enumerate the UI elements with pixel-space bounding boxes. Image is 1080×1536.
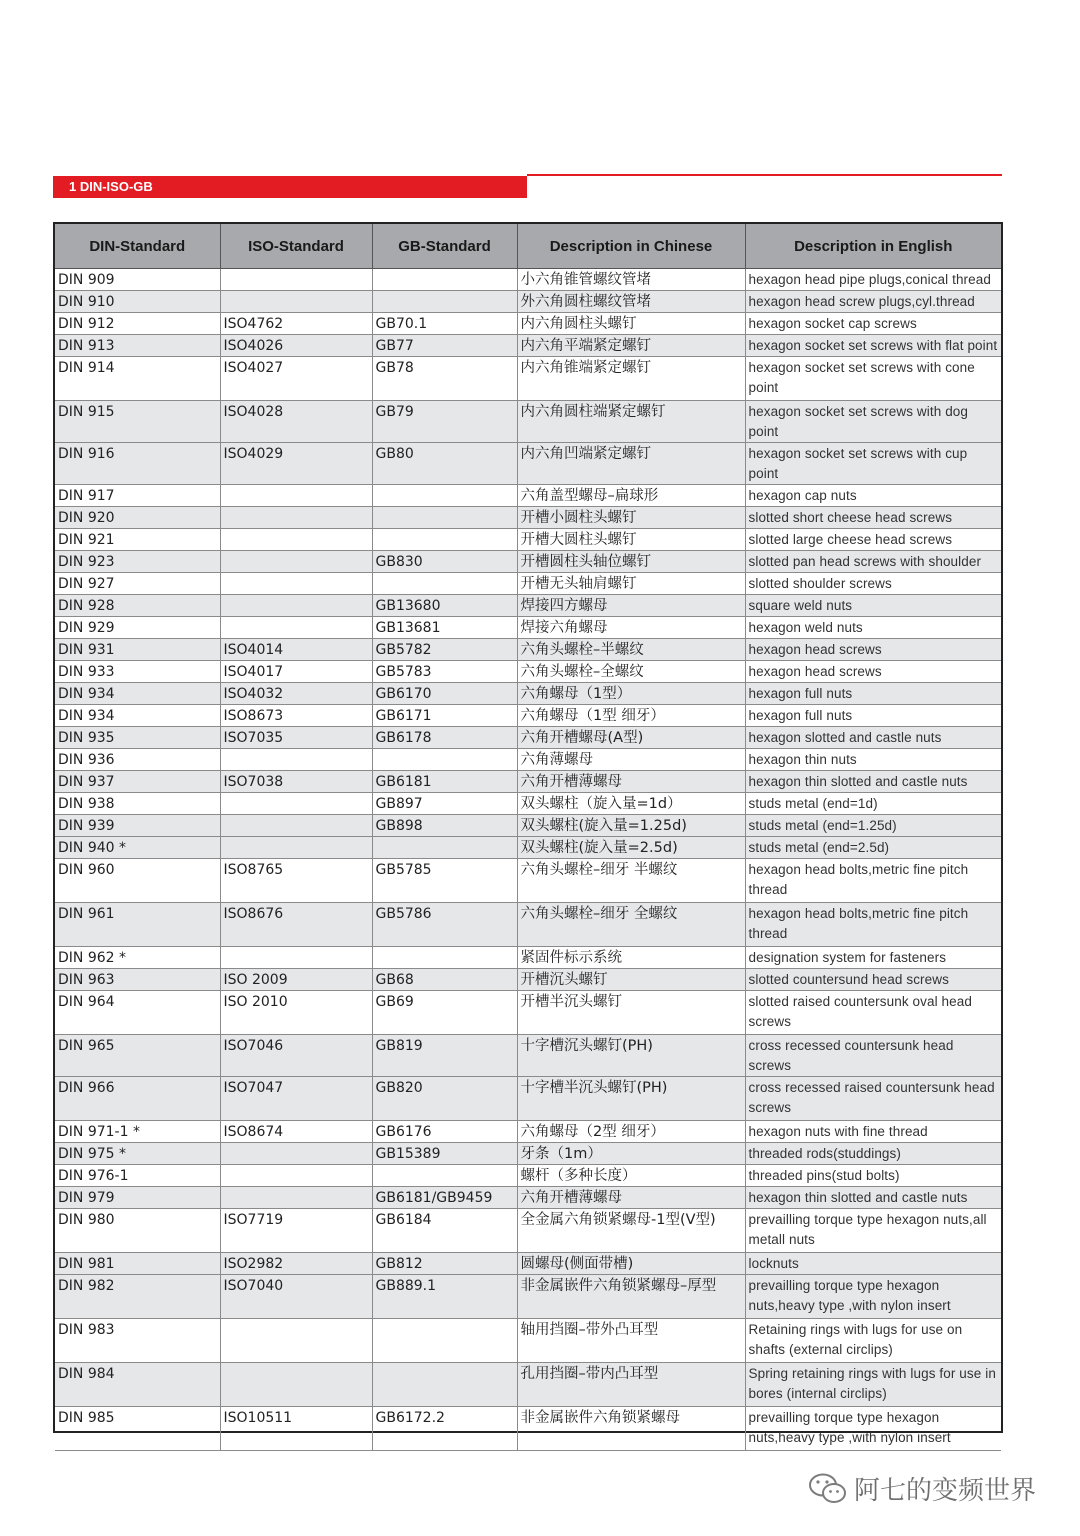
description-chinese-cell: 十字槽半沉头螺钉(PH) bbox=[517, 1077, 745, 1121]
din-cell: DIN 921 bbox=[55, 529, 220, 551]
description-chinese-cell: 六角盖型螺母–扁球形 bbox=[517, 485, 745, 507]
table-row bbox=[55, 859, 1001, 903]
table-row bbox=[55, 507, 1001, 529]
description-english-cell: Retaining rings with lugs for use on shafts (external circlips) bbox=[745, 1319, 1001, 1363]
iso-cell: ISO 2010 bbox=[220, 991, 372, 1035]
table-row bbox=[55, 1035, 1001, 1077]
description-chinese-cell: 十字槽沉头螺钉(PH) bbox=[517, 1035, 745, 1077]
section-header-bar bbox=[53, 176, 527, 198]
table-row bbox=[55, 639, 1001, 661]
din-cell: DIN 971-1 * bbox=[55, 1121, 220, 1143]
table-row bbox=[55, 357, 1001, 401]
gb-cell: GB5785 bbox=[372, 859, 517, 903]
gb-cell bbox=[372, 269, 517, 291]
iso-cell: ISO4017 bbox=[220, 661, 372, 683]
table-row bbox=[55, 727, 1001, 749]
description-english-cell: prevailling torque type hexagon nuts,heavy type ,with nylon insert bbox=[745, 1407, 1001, 1451]
table-row bbox=[55, 837, 1001, 859]
description-chinese-cell: 六角头螺栓–细牙 全螺纹 bbox=[517, 903, 745, 947]
gb-cell: GB78 bbox=[372, 357, 517, 401]
gb-cell bbox=[372, 749, 517, 771]
din-cell: DIN 960 bbox=[55, 859, 220, 903]
din-cell: DIN 931 bbox=[55, 639, 220, 661]
table-row bbox=[55, 661, 1001, 683]
iso-cell: ISO7047 bbox=[220, 1077, 372, 1121]
gb-cell: GB6176 bbox=[372, 1121, 517, 1143]
gb-cell: GB6181 bbox=[372, 771, 517, 793]
iso-cell: ISO8765 bbox=[220, 859, 372, 903]
gb-cell bbox=[372, 1319, 517, 1363]
iso-cell: ISO7046 bbox=[220, 1035, 372, 1077]
table-row bbox=[55, 991, 1001, 1035]
din-cell: DIN 965 bbox=[55, 1035, 220, 1077]
iso-cell bbox=[220, 573, 372, 595]
description-english-cell: locknuts bbox=[745, 1253, 1001, 1275]
description-chinese-cell: 双头螺柱(旋入量=1.25d) bbox=[517, 815, 745, 837]
col-din-standard: DIN-Standard bbox=[55, 224, 220, 269]
description-english-cell: hexagon thin nuts bbox=[745, 749, 1001, 771]
description-english-cell: hexagon thin slotted and castle nuts bbox=[745, 1187, 1001, 1209]
table-row bbox=[55, 903, 1001, 947]
din-cell: DIN 981 bbox=[55, 1253, 220, 1275]
din-cell: DIN 966 bbox=[55, 1077, 220, 1121]
table-row bbox=[55, 401, 1001, 443]
description-english-cell: hexagon socket cap screws bbox=[745, 313, 1001, 335]
iso-cell: ISO4032 bbox=[220, 683, 372, 705]
iso-cell bbox=[220, 595, 372, 617]
gb-cell bbox=[372, 291, 517, 313]
din-cell: DIN 937 bbox=[55, 771, 220, 793]
table-row bbox=[55, 815, 1001, 837]
description-english-cell: hexagon slotted and castle nuts bbox=[745, 727, 1001, 749]
table-row bbox=[55, 1165, 1001, 1187]
din-cell: DIN 909 bbox=[55, 269, 220, 291]
iso-cell: ISO4027 bbox=[220, 357, 372, 401]
din-cell: DIN 917 bbox=[55, 485, 220, 507]
gb-cell: GB830 bbox=[372, 551, 517, 573]
description-english-cell: cross recessed raised countersunk head screws bbox=[745, 1077, 1001, 1121]
description-chinese-cell: 孔用挡圈–带内凸耳型 bbox=[517, 1363, 745, 1407]
table-row bbox=[55, 1363, 1001, 1407]
description-chinese-cell: 开槽圆柱头轴位螺钉 bbox=[517, 551, 745, 573]
gb-cell: GB6184 bbox=[372, 1209, 517, 1253]
description-chinese-cell: 焊接六角螺母 bbox=[517, 617, 745, 639]
din-cell: DIN 934 bbox=[55, 683, 220, 705]
description-chinese-cell: 圆螺母(侧面带槽) bbox=[517, 1253, 745, 1275]
iso-cell: ISO4014 bbox=[220, 639, 372, 661]
gb-cell: GB6171 bbox=[372, 705, 517, 727]
description-chinese-cell: 开槽小圆柱头螺钉 bbox=[517, 507, 745, 529]
table-row bbox=[55, 771, 1001, 793]
description-english-cell: hexagon cap nuts bbox=[745, 485, 1001, 507]
description-chinese-cell: 内六角锥端紧定螺钉 bbox=[517, 357, 745, 401]
iso-cell: ISO10511 bbox=[220, 1407, 372, 1451]
gb-cell bbox=[372, 947, 517, 969]
table-row bbox=[55, 1121, 1001, 1143]
iso-cell bbox=[220, 507, 372, 529]
description-chinese-cell: 外六角圆柱螺纹管堵 bbox=[517, 291, 745, 313]
iso-cell: ISO4026 bbox=[220, 335, 372, 357]
gb-cell: GB80 bbox=[372, 443, 517, 485]
iso-cell bbox=[220, 291, 372, 313]
description-english-cell: hexagon full nuts bbox=[745, 705, 1001, 727]
description-chinese-cell: 全金属六角锁紧螺母-1型(V型) bbox=[517, 1209, 745, 1253]
description-english-cell: hexagon socket set screws with dog point bbox=[745, 401, 1001, 443]
description-english-cell: hexagon nuts with fine thread bbox=[745, 1121, 1001, 1143]
table-row bbox=[55, 1319, 1001, 1363]
din-cell: DIN 961 bbox=[55, 903, 220, 947]
description-english-cell: slotted large cheese head screws bbox=[745, 529, 1001, 551]
table-row bbox=[55, 335, 1001, 357]
iso-cell bbox=[220, 815, 372, 837]
gb-cell: GB889.1 bbox=[372, 1275, 517, 1319]
din-cell: DIN 934 bbox=[55, 705, 220, 727]
description-english-cell: prevailling torque type hexagon nuts,all metall nuts bbox=[745, 1209, 1001, 1253]
din-cell: DIN 976-1 bbox=[55, 1165, 220, 1187]
description-chinese-cell: 开槽沉头螺钉 bbox=[517, 969, 745, 991]
description-chinese-cell: 螺杆（多种长度） bbox=[517, 1165, 745, 1187]
din-cell: DIN 980 bbox=[55, 1209, 220, 1253]
din-cell: DIN 912 bbox=[55, 313, 220, 335]
section-rule bbox=[527, 174, 1002, 176]
description-english-cell: slotted countersund head screws bbox=[745, 969, 1001, 991]
description-chinese-cell: 六角螺母（2型 细牙） bbox=[517, 1121, 745, 1143]
description-chinese-cell: 内六角圆柱端紧定螺钉 bbox=[517, 401, 745, 443]
iso-cell bbox=[220, 485, 372, 507]
gb-cell: GB820 bbox=[372, 1077, 517, 1121]
iso-cell: ISO4029 bbox=[220, 443, 372, 485]
wechat-icon bbox=[808, 1472, 848, 1506]
iso-cell bbox=[220, 617, 372, 639]
description-english-cell: hexagon head bolts,metric fine pitch thread bbox=[745, 859, 1001, 903]
col-gb-standard: GB-Standard bbox=[372, 224, 517, 269]
table-row bbox=[55, 1209, 1001, 1253]
din-cell: DIN 975 * bbox=[55, 1143, 220, 1165]
gb-cell bbox=[372, 1165, 517, 1187]
col-description-english: Description in English bbox=[745, 224, 1001, 269]
iso-cell bbox=[220, 1143, 372, 1165]
iso-cell: ISO8676 bbox=[220, 903, 372, 947]
description-english-cell: square weld nuts bbox=[745, 595, 1001, 617]
description-chinese-cell: 开槽大圆柱头螺钉 bbox=[517, 529, 745, 551]
gb-cell: GB898 bbox=[372, 815, 517, 837]
din-cell: DIN 963 bbox=[55, 969, 220, 991]
description-chinese-cell: 六角开槽薄螺母 bbox=[517, 1187, 745, 1209]
gb-cell: GB13680 bbox=[372, 595, 517, 617]
table-row bbox=[55, 683, 1001, 705]
col-iso-standard: ISO-Standard bbox=[220, 224, 372, 269]
description-chinese-cell: 开槽无头轴肩螺钉 bbox=[517, 573, 745, 595]
description-chinese-cell: 六角开槽薄螺母 bbox=[517, 771, 745, 793]
din-cell: DIN 938 bbox=[55, 793, 220, 815]
description-english-cell: studs metal (end=1.25d) bbox=[745, 815, 1001, 837]
iso-cell bbox=[220, 1363, 372, 1407]
iso-cell bbox=[220, 1165, 372, 1187]
iso-cell: ISO7719 bbox=[220, 1209, 372, 1253]
gb-cell bbox=[372, 837, 517, 859]
gb-cell: GB5782 bbox=[372, 639, 517, 661]
table-row bbox=[55, 313, 1001, 335]
iso-cell bbox=[220, 837, 372, 859]
table-row bbox=[55, 485, 1001, 507]
din-cell: DIN 928 bbox=[55, 595, 220, 617]
description-chinese-cell: 六角螺母（1型 细牙） bbox=[517, 705, 745, 727]
description-english-cell: studs metal (end=1d) bbox=[745, 793, 1001, 815]
description-english-cell: hexagon head bolts,metric fine pitch thread bbox=[745, 903, 1001, 947]
table-row bbox=[55, 947, 1001, 969]
table-row bbox=[55, 617, 1001, 639]
gb-cell: GB68 bbox=[372, 969, 517, 991]
gb-cell: GB15389 bbox=[372, 1143, 517, 1165]
gb-cell: GB5783 bbox=[372, 661, 517, 683]
gb-cell: GB13681 bbox=[372, 617, 517, 639]
description-chinese-cell: 非金属嵌件六角锁紧螺母 bbox=[517, 1407, 745, 1451]
table-row bbox=[55, 529, 1001, 551]
iso-cell bbox=[220, 1319, 372, 1363]
iso-cell: ISO2982 bbox=[220, 1253, 372, 1275]
col-description-chinese: Description in Chinese bbox=[517, 224, 745, 269]
iso-cell: ISO 2009 bbox=[220, 969, 372, 991]
description-english-cell: threaded rods(studdings) bbox=[745, 1143, 1001, 1165]
description-english-cell: studs metal (end=2.5d) bbox=[745, 837, 1001, 859]
gb-cell: GB897 bbox=[372, 793, 517, 815]
gb-cell: GB812 bbox=[372, 1253, 517, 1275]
din-cell: DIN 913 bbox=[55, 335, 220, 357]
gb-cell: GB6170 bbox=[372, 683, 517, 705]
gb-cell: GB79 bbox=[372, 401, 517, 443]
gb-cell: GB6181/GB9459 bbox=[372, 1187, 517, 1209]
description-english-cell: hexagon socket set screws with flat point bbox=[745, 335, 1001, 357]
table-row bbox=[55, 291, 1001, 313]
table-header-row bbox=[55, 224, 1001, 269]
gb-cell bbox=[372, 485, 517, 507]
description-chinese-cell: 六角头螺栓–半螺纹 bbox=[517, 639, 745, 661]
table-row bbox=[55, 1407, 1001, 1451]
iso-cell bbox=[220, 529, 372, 551]
table-row bbox=[55, 1143, 1001, 1165]
gb-cell bbox=[372, 1363, 517, 1407]
description-chinese-cell: 内六角凹端紧定螺钉 bbox=[517, 443, 745, 485]
din-cell: DIN 927 bbox=[55, 573, 220, 595]
din-cell: DIN 916 bbox=[55, 443, 220, 485]
gb-cell bbox=[372, 573, 517, 595]
table-row bbox=[55, 969, 1001, 991]
description-chinese-cell: 双头螺柱(旋入量=2.5d) bbox=[517, 837, 745, 859]
iso-cell: ISO4762 bbox=[220, 313, 372, 335]
gb-cell: GB819 bbox=[372, 1035, 517, 1077]
iso-cell bbox=[220, 1187, 372, 1209]
iso-cell: ISO8674 bbox=[220, 1121, 372, 1143]
gb-cell: GB6172.2 bbox=[372, 1407, 517, 1451]
din-cell: DIN 929 bbox=[55, 617, 220, 639]
description-chinese-cell: 六角薄螺母 bbox=[517, 749, 745, 771]
iso-cell bbox=[220, 793, 372, 815]
description-chinese-cell: 六角头螺栓–全螺纹 bbox=[517, 661, 745, 683]
description-english-cell: slotted raised countersunk oval head screws bbox=[745, 991, 1001, 1035]
iso-cell: ISO8673 bbox=[220, 705, 372, 727]
description-english-cell: hexagon head pipe plugs,conical thread bbox=[745, 269, 1001, 291]
table-row bbox=[55, 551, 1001, 573]
table-row bbox=[55, 705, 1001, 727]
iso-cell: ISO7035 bbox=[220, 727, 372, 749]
din-cell: DIN 984 bbox=[55, 1363, 220, 1407]
description-chinese-cell: 开槽半沉头螺钉 bbox=[517, 991, 745, 1035]
table-row bbox=[55, 443, 1001, 485]
description-english-cell: Spring retaining rings with lugs for use in bores (internal circlips) bbox=[745, 1363, 1001, 1407]
table-row bbox=[55, 793, 1001, 815]
watermark bbox=[808, 1470, 1036, 1507]
din-cell: DIN 935 bbox=[55, 727, 220, 749]
description-chinese-cell: 紧固件标示系统 bbox=[517, 947, 745, 969]
description-english-cell: cross recessed countersunk head screws bbox=[745, 1035, 1001, 1077]
gb-cell: GB6178 bbox=[372, 727, 517, 749]
iso-cell bbox=[220, 551, 372, 573]
gb-cell: GB69 bbox=[372, 991, 517, 1035]
din-cell: DIN 915 bbox=[55, 401, 220, 443]
description-english-cell: threaded pins(stud bolts) bbox=[745, 1165, 1001, 1187]
din-cell: DIN 985 bbox=[55, 1407, 220, 1451]
description-chinese-cell: 内六角圆柱头螺钉 bbox=[517, 313, 745, 335]
description-english-cell: hexagon head screws bbox=[745, 639, 1001, 661]
din-cell: DIN 936 bbox=[55, 749, 220, 771]
description-english-cell: hexagon socket set screws with cup point bbox=[745, 443, 1001, 485]
description-english-cell: hexagon weld nuts bbox=[745, 617, 1001, 639]
din-cell: DIN 914 bbox=[55, 357, 220, 401]
description-chinese-cell: 非金属嵌件六角锁紧螺母–厚型 bbox=[517, 1275, 745, 1319]
iso-cell bbox=[220, 947, 372, 969]
description-english-cell: slotted short cheese head screws bbox=[745, 507, 1001, 529]
din-cell: DIN 923 bbox=[55, 551, 220, 573]
gb-cell bbox=[372, 507, 517, 529]
din-cell: DIN 983 bbox=[55, 1319, 220, 1363]
description-chinese-cell: 轴用挡圈–带外凸耳型 bbox=[517, 1319, 745, 1363]
description-chinese-cell: 六角头螺栓–细牙 半螺纹 bbox=[517, 859, 745, 903]
din-cell: DIN 920 bbox=[55, 507, 220, 529]
table-row bbox=[55, 1275, 1001, 1319]
din-cell: DIN 964 bbox=[55, 991, 220, 1035]
description-english-cell: hexagon head screw plugs,cyl.thread bbox=[745, 291, 1001, 313]
table-row bbox=[55, 595, 1001, 617]
table-row bbox=[55, 1187, 1001, 1209]
iso-cell: ISO4028 bbox=[220, 401, 372, 443]
iso-cell bbox=[220, 749, 372, 771]
table-row bbox=[55, 749, 1001, 771]
watermark-text: 阿七的变频世界 bbox=[854, 1476, 1037, 1506]
gb-cell: GB77 bbox=[372, 335, 517, 357]
table-body bbox=[55, 269, 1001, 1451]
description-english-cell: slotted shoulder screws bbox=[745, 573, 1001, 595]
iso-cell: ISO7040 bbox=[220, 1275, 372, 1319]
description-english-cell: hexagon socket set screws with cone point bbox=[745, 357, 1001, 401]
section-title: 1 DIN-ISO-GB bbox=[69, 179, 153, 194]
din-cell: DIN 940 * bbox=[55, 837, 220, 859]
standards-table bbox=[53, 222, 1003, 1445]
table-row bbox=[55, 1077, 1001, 1121]
description-chinese-cell: 焊接四方螺母 bbox=[517, 595, 745, 617]
din-cell: DIN 910 bbox=[55, 291, 220, 313]
description-chinese-cell: 六角螺母（1型） bbox=[517, 683, 745, 705]
description-english-cell: designation system for fasteners bbox=[745, 947, 1001, 969]
gb-cell bbox=[372, 529, 517, 551]
description-english-cell: hexagon full nuts bbox=[745, 683, 1001, 705]
description-english-cell: prevailling torque type hexagon nuts,heavy type ,with nylon insert bbox=[745, 1275, 1001, 1319]
table-row bbox=[55, 1253, 1001, 1275]
description-english-cell: hexagon head screws bbox=[745, 661, 1001, 683]
din-cell: DIN 979 bbox=[55, 1187, 220, 1209]
description-english-cell: hexagon thin slotted and castle nuts bbox=[745, 771, 1001, 793]
description-chinese-cell: 小六角锥管螺纹管堵 bbox=[517, 269, 745, 291]
description-chinese-cell: 牙条（1m） bbox=[517, 1143, 745, 1165]
description-chinese-cell: 双头螺柱（旋入量=1d） bbox=[517, 793, 745, 815]
table-row bbox=[55, 269, 1001, 291]
gb-cell: GB70.1 bbox=[372, 313, 517, 335]
din-cell: DIN 933 bbox=[55, 661, 220, 683]
description-chinese-cell: 内六角平端紧定螺钉 bbox=[517, 335, 745, 357]
din-cell: DIN 939 bbox=[55, 815, 220, 837]
iso-cell: ISO7038 bbox=[220, 771, 372, 793]
gb-cell: GB5786 bbox=[372, 903, 517, 947]
iso-cell bbox=[220, 269, 372, 291]
table-row bbox=[55, 573, 1001, 595]
din-cell: DIN 982 bbox=[55, 1275, 220, 1319]
description-chinese-cell: 六角开槽螺母(A型) bbox=[517, 727, 745, 749]
description-english-cell: slotted pan head screws with shoulder bbox=[745, 551, 1001, 573]
din-cell: DIN 962 * bbox=[55, 947, 220, 969]
